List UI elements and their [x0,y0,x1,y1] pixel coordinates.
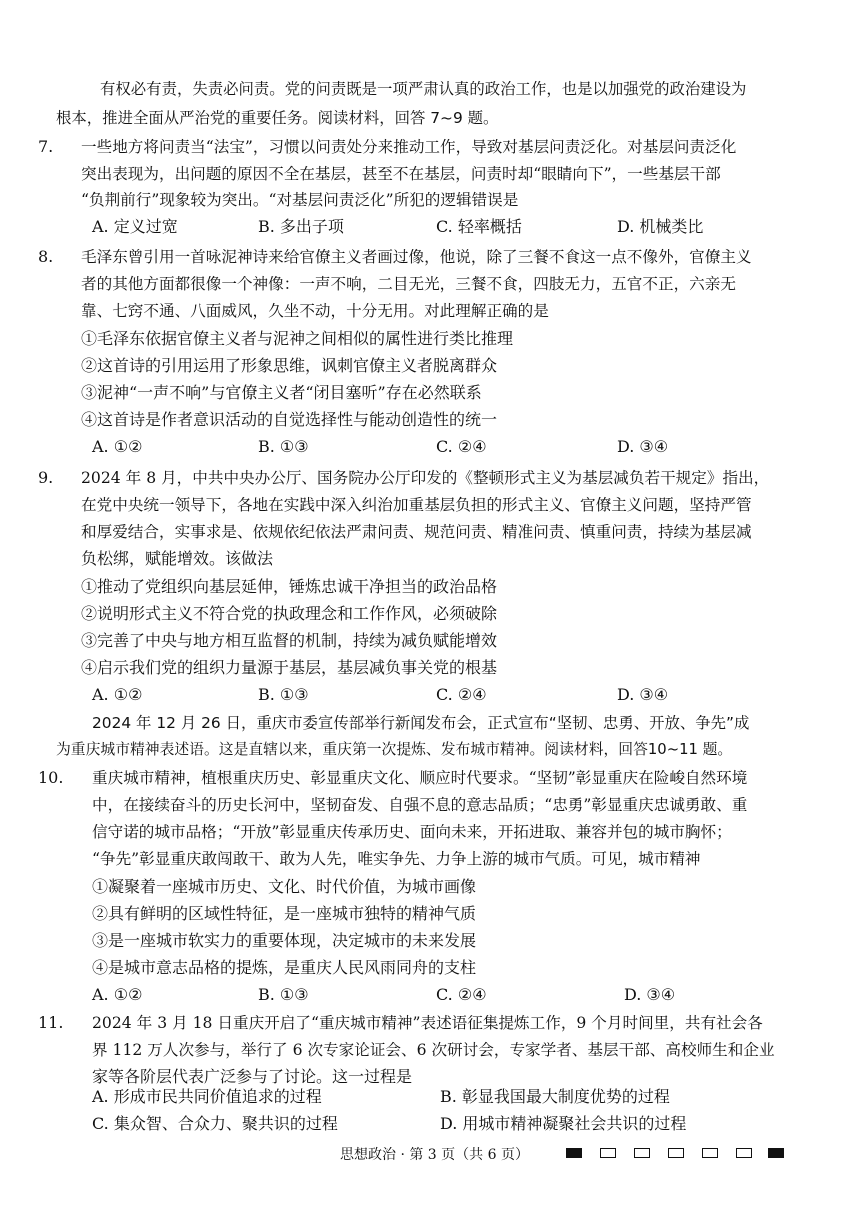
question-text: 家等各阶层代表广泛参与了讨论。这一过程是 [92,1067,413,1086]
empty-mark-icon [634,1148,650,1158]
question-text: 一些地方将问责当“法宝”，习惯以问责处分来推动工作，导致对基层问责泛化。对基层问责泛化 [81,138,737,156]
option-c[interactable]: C. ②④ [436,437,487,456]
statement: ③泥神“一声不响”与官僚主义者“闭目塞听”存在必然联系 [81,383,482,402]
statement: ①凝聚着一座城市历史、文化、时代价值，为城市画像 [92,877,477,896]
question-text: 中，在接续奋斗的历史长河中，坚韧奋发、自强不息的意志品质；“忠勇”彰显重庆忠诚勇敢、重 [92,796,748,814]
statement: ③完善了中央与地方相互监督的机制，持续为减负赋能增效 [81,631,498,650]
intro-line: 为重庆城市精神表述语。这是直辖以来，重庆第一次提炼、发布城市精神。阅读材料，回答10~11 题。 [56,741,733,758]
option-d[interactable]: D. 机械类比 [617,217,704,236]
question-text: 毛泽东曾引用一首咏泥神诗来给官僚主义者画过像，他说，除了三餐不食这一点不像外，官僚主义 [81,248,752,266]
question-text: 者的其他方面都很像一个神像：一声不响，二目无光，三餐不食，四肢无力，五官不正，六亲无 [81,275,736,293]
question-text: “争先”彰显重庆敢闯敢干、敢为人先，唯实争先、力争上游的城市气质。可见，城市精神 [92,850,701,868]
filled-mark-icon [566,1148,582,1158]
statement: ④这首诗是作者意识活动的自觉选择性与能动创造性的统一 [81,410,498,429]
option-a[interactable]: A. ①② [92,437,143,456]
question-text: “负荆前行”现象较为突出。“对基层问责泛化”所犯的逻辑错误是 [81,191,519,209]
option-c[interactable]: C. ②④ [436,985,487,1004]
question-number: 10. [38,768,64,787]
option-c[interactable]: C. 轻率概括 [436,217,522,236]
option-d[interactable]: D. ③④ [617,685,669,704]
statement: ④启示我们党的组织力量源于基层，基层减负事关党的根基 [81,658,498,677]
filled-mark-icon [768,1148,784,1158]
question-number: 8. [38,247,54,266]
empty-mark-icon [668,1148,684,1158]
empty-mark-icon [702,1148,718,1158]
option-c[interactable]: C. 集众智、合众力、聚共识的过程 [92,1114,338,1133]
intro-line: 根本，推进全面从严治党的重要任务。阅读材料，回答 7~9 题。 [56,109,499,127]
option-b[interactable]: B. ①③ [258,685,309,704]
empty-mark-icon [736,1148,752,1158]
option-a[interactable]: A. ①② [92,685,143,704]
question-text: 在党中央统一领导下，各地在实践中深入纠治加重基层负担的形式主义、官僚主义问题，坚持严管 [81,496,752,514]
question-number: 9. [38,468,54,487]
intro-line: 有权必有责，失责必问责。党的问责既是一项严肃认真的政治工作，也是以加强党的政治建设为 [100,80,747,98]
statement: ①毛泽东依据官僚主义者与泥神之间相似的属性进行类比推理 [81,329,514,348]
option-b[interactable]: B. ①③ [258,437,309,456]
question-text: 负松绑，赋能增效。该做法 [81,549,274,568]
option-b[interactable]: B. 多出子项 [258,217,344,236]
question-text: 靠、七窍不通、八面威风，久坐不动，十分无用。对此理解正确的是 [81,302,549,320]
option-a[interactable]: A. ①② [92,985,143,1004]
statement: ②这首诗的引用运用了形象思维，讽刺官僚主义者脱离群众 [81,356,498,375]
statement: ②具有鲜明的区域性特征，是一座城市独特的精神气质 [92,904,477,923]
question-text: 界 112 万人次参与，举行了 6 次专家论证会、6 次研讨会，专家学者、基层干部、高校师生和企业 [92,1041,775,1059]
intro-line: 2024 年 12 月 26 日，重庆市委宣传部举行新闻发布会，正式宣布“坚韧、忠勇、开放、争先”成 [92,714,750,732]
question-text: 2024 年 8 月，中共中央办公厅、国务院办公厅印发的《整顿形式主义为基层减负若干规定》指出， [81,469,770,487]
statement: ①推动了党组织向基层延伸，锤炼忠诚干净担当的政治品格 [81,577,498,596]
option-a[interactable]: A. 形成市民共同价值追求的过程 [92,1087,322,1106]
option-b[interactable]: B. ①③ [258,985,309,1004]
question-text: 突出表现为，出问题的原因不全在基层，甚至不在基层，问责时却“眼睛向下”，一些基层干部 [81,165,721,183]
option-b[interactable]: B. 彰显我国最大制度优势的过程 [440,1087,670,1106]
statement: ④是城市意志品格的提炼，是重庆人民风雨同舟的支柱 [92,958,477,977]
question-text: 和厚爱结合，实事求是、依规依纪依法严肃问责、规范问责、精准问责、慎重问责，持续为基层减 [81,523,752,541]
statement: ②说明形式主义不符合党的执政理念和工作作风，必须破除 [81,604,498,623]
page-footer: 思想政治 · 第 3 页（共 6 页） [340,1147,529,1163]
option-d[interactable]: D. ③④ [624,985,676,1004]
statement: ③是一座城市软实力的重要体现，决定城市的未来发展 [92,931,477,950]
option-d[interactable]: D. ③④ [617,437,669,456]
question-number: 11. [38,1013,64,1032]
option-c[interactable]: C. ②④ [436,685,487,704]
question-text: 信守诺的城市品格；“开放”彰显重庆传承历史、面向未来，开拓进取、兼容并包的城市胸怀； [92,823,732,841]
question-text: 2024 年 3 月 18 日重庆开启了“重庆城市精神”表述语征集提炼工作，9 个月时间里，共有社会各 [92,1014,763,1032]
option-d[interactable]: D. 用城市精神凝聚社会共识的过程 [440,1114,687,1133]
question-number: 7. [38,137,54,156]
option-a[interactable]: A. 定义过宽 [92,217,178,236]
question-text: 重庆城市精神，植根重庆历史、彰显重庆文化、顺应时代要求。“坚韧”彰显重庆在险峻自然环境 [92,769,748,787]
empty-mark-icon [600,1148,616,1158]
